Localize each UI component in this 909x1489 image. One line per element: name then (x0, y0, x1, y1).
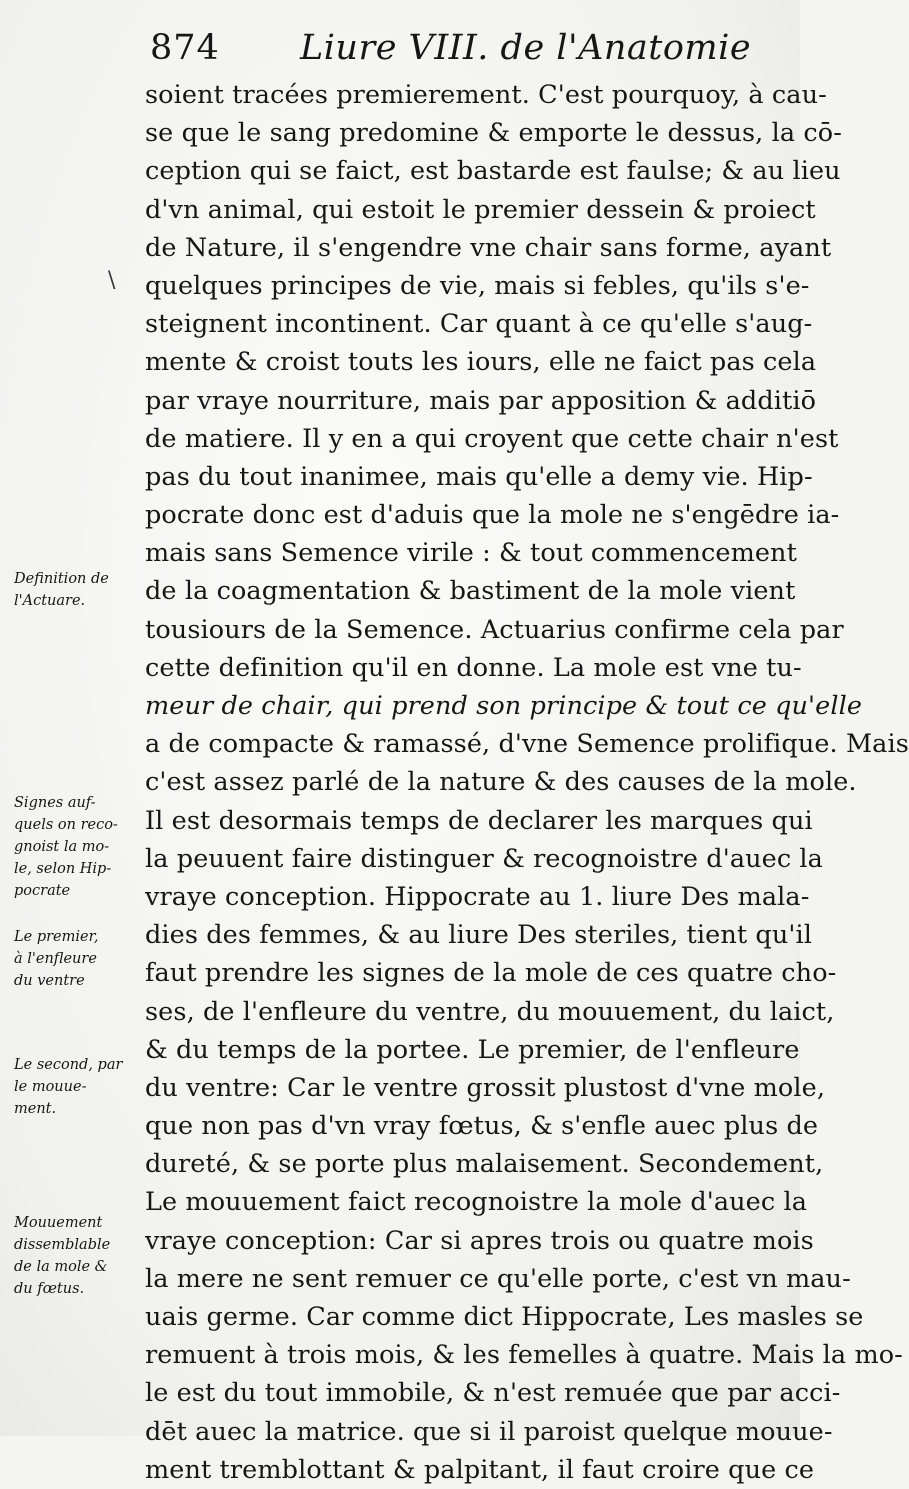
margin-note-line: Le premier, (14, 929, 99, 945)
text-line: mente & croist touts les iours, elle ne faict pas cela (145, 347, 817, 378)
running-title: Liure VIII. de l'Anatomie (300, 28, 752, 68)
text-line: que non pas d'vn vray fœtus, & s'enfle auec plus de (145, 1111, 819, 1142)
text-line: meur de chair, qui prend son principe & tout ce qu'elle (145, 691, 863, 721)
text-line: Il est desormais temps de declarer les marques qui (145, 805, 813, 836)
text-line: vraye conception. Hippocrate au 1. liure Des mala- (145, 881, 810, 912)
margin-note-line: pocrate (14, 883, 71, 899)
text-line: la peuuent faire distinguer & recognoistre d'auec la (145, 843, 823, 874)
margin-note-line: l'Actuare. (14, 593, 86, 609)
text-line: d'vn animal, qui estoit le premier dessein & proiect (145, 194, 816, 225)
margin-note-line: ment. (14, 1101, 57, 1117)
marginal-mark: \ (108, 268, 116, 293)
running-header (150, 22, 752, 72)
margin-note-line: de la mole & (14, 1259, 108, 1275)
margin-note-line: Definition de (14, 571, 109, 587)
text-line: dēt auec la matrice. que si il paroist quelque mouue- (145, 1416, 833, 1447)
text-line: pocrate donc est d'aduis que la mole ne s'engēdre ia- (145, 500, 840, 531)
text-line: se que le sang predomine & emporte le dessus, la cō- (145, 118, 842, 149)
text-line: & du temps de la portee. Le premier, de l'enfleure (145, 1034, 800, 1065)
margin-note-second (14, 1054, 148, 1120)
margin-note-mouuement (14, 1212, 148, 1300)
text-line: cette definition qu'il en donne. La mole est vne tu- (145, 652, 802, 683)
text-line: ception qui se faict, est bastarde est faulse; & au lieu (145, 156, 841, 187)
text-line: a de compacte & ramassé, d'vne Semence prolifique. Mais (145, 729, 909, 760)
text-line: c'est assez parlé de la nature & des causes de la mole. (145, 767, 857, 798)
page-number: 874 (150, 28, 220, 68)
margin-note-line: quels on reco- (14, 817, 118, 833)
text-line: de la coagmentation & bastiment de la mole vient (145, 576, 796, 607)
margin-note-line: du ventre (14, 973, 85, 989)
margin-note-definition (14, 568, 148, 612)
text-line: vraye conception: Car si apres trois ou quatre mois (145, 1225, 814, 1256)
margin-note-signes (14, 792, 148, 902)
margin-note-line: Signes auf- (14, 795, 96, 811)
margin-note-line: le mouue- (14, 1079, 87, 1095)
text-line: quelques principes de vie, mais si febles, qu'ils s'e- (145, 270, 810, 301)
text-line: de matiere. Il y en a qui croyent que cette chair n'est (145, 423, 839, 454)
text-line: pas du tout inanimee, mais qu'elle a demy vie. Hip- (145, 461, 813, 492)
text-line: le est du tout immobile, & n'est remuée que par acci- (145, 1378, 841, 1409)
text-line: du ventre: Car le ventre grossit plustost d'vne mole, (145, 1072, 826, 1103)
text-line: tousiours de la Semence. Actuarius confirme cela par (145, 614, 844, 645)
text-line: de Nature, il s'engendre vne chair sans forme, ayant (145, 232, 832, 263)
text-line: remuent à trois mois, & les femelles à quatre. Mais la mo- (145, 1340, 903, 1371)
text-line: dureté, & se porte plus malaisement. Secondement, (145, 1149, 824, 1180)
margin-note-line: à l'enfleure (14, 951, 97, 967)
margin-note-line: le, selon Hip- (14, 861, 112, 877)
text-line: steignent incontinent. Car quant à ce qu'elle s'aug- (145, 309, 813, 340)
text-line: par vraye nourriture, mais par apposition & additiō (145, 385, 817, 416)
body-text (145, 76, 909, 1489)
text-line: la mere ne sent remuer ce qu'elle porte, c'est vn mau- (145, 1263, 851, 1294)
margin-note-premier (14, 926, 148, 992)
margin-note-line: Mouuement (14, 1215, 103, 1231)
text-line: dies des femmes, & au liure Des steriles, tient qu'il (145, 920, 812, 951)
text-line: Le mouuement faict recognoistre la mole d'auec la (145, 1187, 808, 1218)
text-line: soient tracées premierement. C'est pourquoy, à cau- (145, 80, 827, 110)
margin-note-line: du fœtus. (14, 1281, 85, 1297)
text-line: mais sans Semence virile : & tout commencement (145, 538, 797, 569)
margin-note-line: Le second, par (14, 1057, 123, 1073)
margin-note-line: dissemblable (14, 1237, 111, 1253)
text-line: faut prendre les signes de la mole de ces quatre cho- (145, 958, 837, 989)
text-line: uais germe. Car comme dict Hippocrate, Les masles se (145, 1302, 864, 1332)
margin-note-line: gnoist la mo- (14, 839, 110, 855)
text-line: ment tremblottant & palpitant, il faut croire que ce (145, 1454, 815, 1485)
text-line: ses, de l'enfleure du ventre, du mouuement, du laict, (145, 996, 835, 1027)
